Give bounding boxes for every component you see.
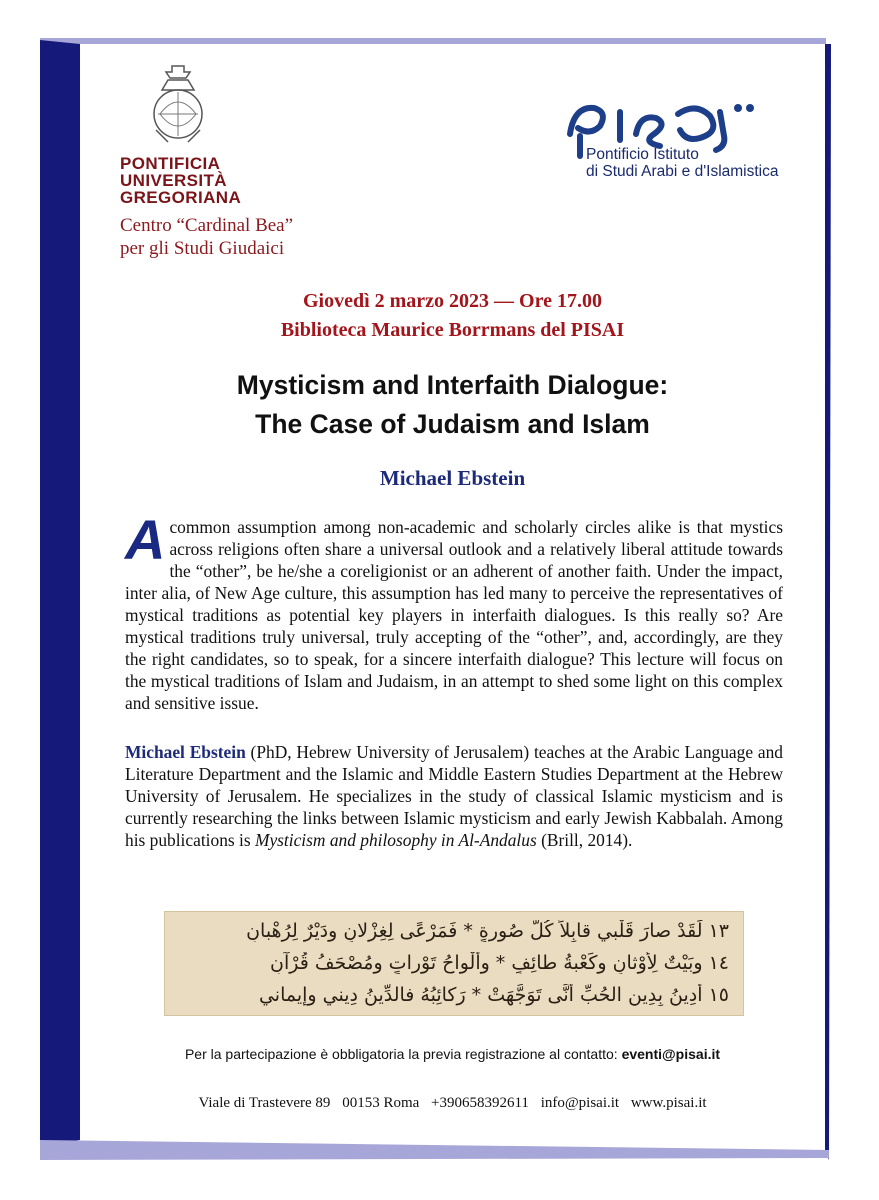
registration-email-link[interactable]: eventi@pisai.it — [621, 1046, 721, 1062]
bio-text: (PhD, Hebrew University of Jerusalem) teaches at the Arabic Language and Literature Department and the Islamic and Middle Eastern Studies Department at the Hebrew University of Jerusalem. He specializes in the study of classical Islamic mysticism and is currently researching the links between Islamic mysticism and early Jewish Kabbalah. Among his publications is — [125, 742, 783, 850]
footer-phone: +390658392611 — [431, 1095, 529, 1111]
footer-email-link[interactable]: info@pisai.it — [540, 1095, 620, 1111]
university-name-line3: GREGORIANA — [120, 188, 242, 207]
centre-name-line2: per gli Studi Giudaici — [120, 238, 285, 259]
bio-book-title: Mysticism and philosophy in Al-Andalus — [254, 830, 537, 850]
footer-website-link[interactable]: www.pisai.it — [630, 1095, 707, 1111]
dropcap-letter: A — [125, 508, 166, 571]
manuscript-line: ١٥ أَدِينُ بِدِينِ الحُبِّ أَنَّى تَوَجَّهَتْ * رَكائِبُهُ فالدِّينُ دِيني وإيماني — [258, 984, 729, 1006]
event-title-line2: The Case of Judaism and Islam — [255, 409, 650, 439]
event-venue: Biblioteca Maurice Borrmans del PISAI — [280, 319, 625, 341]
speaker-bio — [125, 741, 783, 851]
registration-text: Per la partecipazione è obbligatoria la previa registrazione al contatto: — [184, 1046, 622, 1062]
event-title-line1: Mysticism and Interfaith Dialogue: — [236, 370, 669, 400]
abstract-text: common assumption among non-academic and scholarly circles alike is that mystics across religions often share a universal outlook and a relatively liberal attitude towards the “other”, be he/she a coreligionist or an adherent of another faith. Under the impact, inter alia, of New Age culture, this assumption has led many to perceive the representatives of mystical traditions as potential key players in interfaith dialogues. Is this really so? Are mystical traditions truly universal, truly accepting of the “other”, and, accordingly, are they the right candidates, so to speak, for a sincere interfaith dialogue? This lecture will focus on the mystical traditions of Islam and Judaism, in an attempt to shed some light on this complex and sensitive issue. — [125, 517, 783, 713]
registration-note — [80, 1046, 825, 1062]
arabic-manuscript-image — [164, 911, 744, 1016]
university-name-line1: PONTIFICIA — [120, 154, 221, 173]
institute-name-line2: di Studi Arabi e d'Islamistica — [586, 163, 779, 180]
manuscript-line: ١٣ لَقَدْ صارَ قَلْبي قابِلاً كُلَّ صُورةٍ * فَمَرْعًى لِغِزْلانٍ ودَيْرٌ لِرُهْبانِ — [246, 920, 729, 942]
manuscript-line: ١٤ وبَيْتٌ لِأَوْثانٍ وكَعْبةُ طائِفٍ * وأَلْواحُ تَوْراتٍ ومُصْحَفُ قُرْآنِ — [270, 952, 729, 974]
university-name-line2: UNIVERSITÀ — [120, 171, 227, 190]
abstract-paragraph — [125, 508, 783, 714]
centre-name — [120, 214, 293, 260]
centre-name-line1: Centro “Cardinal Bea” — [120, 215, 294, 236]
footer-contact — [80, 1095, 825, 1112]
bio-speaker-name: Michael Ebstein — [125, 742, 246, 762]
gregorian-university-logo — [120, 60, 242, 207]
papal-crest-icon — [138, 60, 218, 146]
footer-address: Viale di Trastevere 89 — [198, 1095, 331, 1111]
event-datetime: Giovedì 2 marzo 2023 — Ore 17.00 — [302, 290, 603, 312]
institute-name-line1: Pontificio Istituto — [586, 146, 699, 163]
event-date-venue — [80, 287, 825, 345]
footer-city: 00153 Roma — [342, 1095, 420, 1111]
institute-name — [586, 146, 779, 180]
bio-book-tail: (Brill, 2014). — [536, 830, 633, 850]
speaker-name: Michael Ebstein — [379, 466, 526, 490]
event-title — [80, 366, 825, 444]
